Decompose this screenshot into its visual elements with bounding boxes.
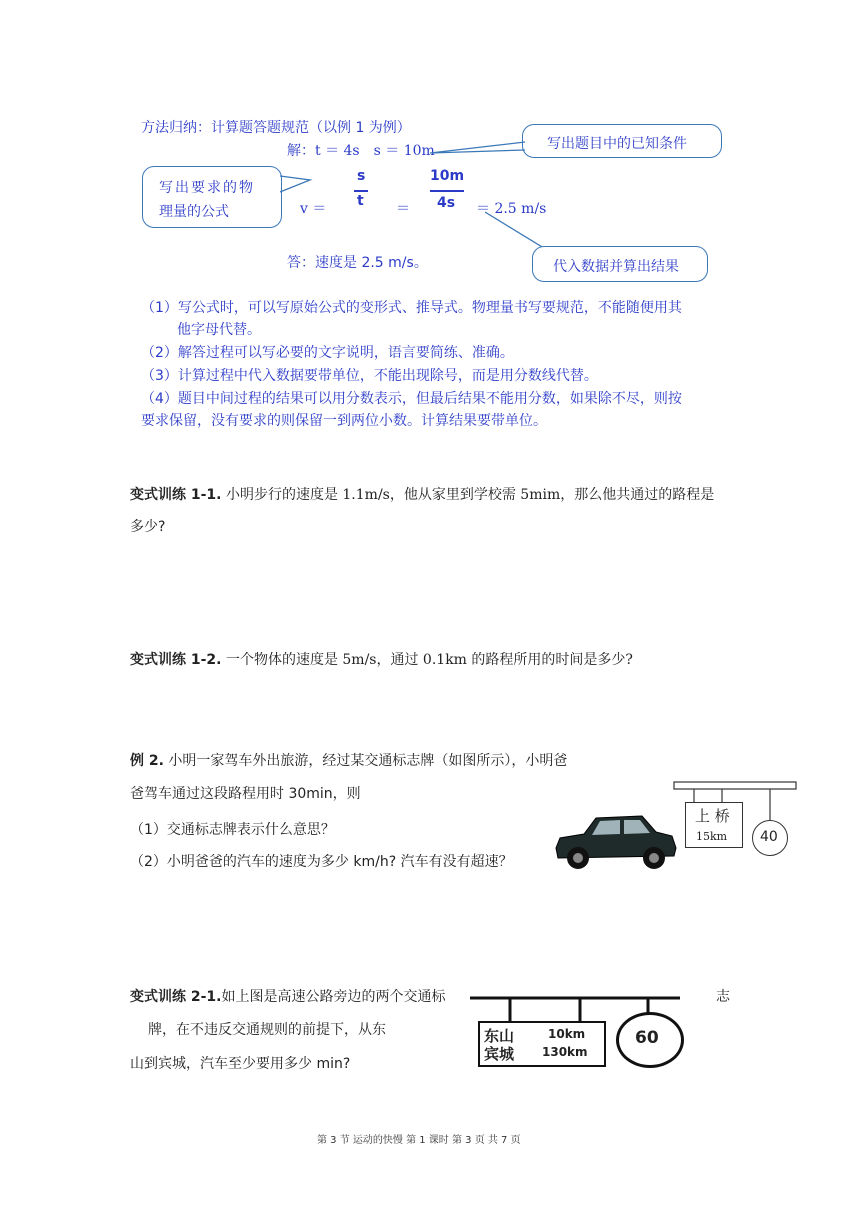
callout-substitute	[532, 246, 708, 282]
speed-limit-value-60: 60	[635, 1028, 659, 1048]
note-1-cont: 他字母代替。	[177, 322, 261, 338]
exercise-2-1-text-2: 牌，在不违反交通规则的前提下，从东	[148, 1022, 386, 1038]
exercise-1-1-label: 变式训练 1-1.	[130, 487, 222, 503]
sub-den: 4s	[437, 195, 456, 211]
exercise-1-2-label: 变式训练 1-2.	[130, 652, 222, 668]
exercise-2-1	[130, 986, 446, 1006]
formula-v: v ＝	[300, 201, 327, 217]
sign-distance: 15km	[696, 830, 728, 843]
exercise-1-1	[130, 484, 714, 504]
formula-eq: ＝	[396, 201, 410, 217]
exercise-2-1-text-3: 山到宾城，汽车至少要用多少 min?	[130, 1056, 351, 1072]
formula-result: ＝ 2.5 m/s	[476, 201, 547, 217]
callout-given-text: 写出题目中的已知条件	[547, 136, 687, 152]
exercise-1-2-text: 一个物体的速度是 5m/s，通过 0.1km 的路程所用的时间是多少?	[221, 652, 633, 668]
example-2-text: 小明一家驾车外出旅游，经过某交通标志牌（如图所示），小明爸	[163, 753, 568, 769]
callout-formula-pointer	[280, 170, 320, 200]
note-3: （3）计算过程中代入数据要带单位，不能出现除号，而是用分数线代替。	[141, 368, 598, 384]
example-2-label: 例 2.	[130, 753, 164, 769]
fraction-line-2	[430, 190, 464, 192]
exercise-1-2	[130, 649, 633, 669]
sign-place-1: 东山	[484, 1027, 515, 1045]
given-line	[287, 140, 435, 160]
example-2	[130, 750, 567, 770]
callout-formula-text-1: 写出要求的物	[159, 180, 255, 196]
example-2-text-2: 爸驾车通过这段路程用时 30min，则	[130, 786, 361, 802]
note-2: （2）解答过程可以写必要的文字说明，语言要简练、准确。	[141, 345, 514, 361]
callout-substitute-text: 代入数据并算出结果	[553, 259, 679, 275]
callout-formula	[142, 166, 282, 228]
example-2-question-1: （1）交通标志牌表示什么意思？	[130, 822, 335, 838]
page-footer: 第 3 节 运动的快慢 第 1 课时 第 3 页 共 7 页	[317, 1135, 521, 1146]
sign-place-2: 宾城	[484, 1045, 515, 1063]
traffic-sign-distance	[685, 802, 743, 848]
answer-line: 答：速度是 2.5 m/s。	[287, 255, 428, 271]
given-label: 解：	[287, 143, 315, 159]
fraction-line-1	[354, 190, 368, 192]
note-4-cont: 要求保留，没有要求的则保留一到两位小数。计算结果要带单位。	[141, 413, 547, 429]
note-4: （4）题目中间过程的结果可以用分数表示，但最后结果不能用分数，如果除不尽，则按	[141, 391, 682, 407]
exercise-2-1-label: 变式训练 2-1.	[130, 989, 222, 1005]
sign-place: 上 桥	[695, 807, 730, 825]
exercise-2-1-text-tail: 志	[716, 989, 730, 1005]
speed-limit-sign-40	[752, 820, 788, 856]
callout-given-pointer	[430, 140, 530, 160]
speed-limit-sign-60	[616, 1012, 684, 1068]
example-2-question-2: （2）小明爸爸的汽车的速度为多少 km/h? 汽车有没有超速？	[130, 854, 513, 870]
exercise-1-1-text: 小明步行的速度是 1.1m/s，他从家里到学校需 5mim，那么他共通过的路程是	[221, 487, 715, 503]
exercise-2-1-text: 如上图是高速公路旁边的两个交通标	[221, 989, 446, 1005]
sign-distance-1: 10km	[548, 1027, 586, 1041]
exercise-1-1-text-2: 多少?	[130, 519, 166, 535]
formula-s: s	[357, 168, 366, 184]
callout-given	[522, 124, 722, 158]
formula-t: t	[357, 193, 364, 209]
car-illustration	[550, 808, 680, 872]
given-vars: t ＝ 4s s ＝ 10m	[315, 143, 435, 159]
highway-distance-sign	[478, 1021, 606, 1067]
sub-num: 10m	[430, 168, 465, 184]
sign-distance-2: 130km	[542, 1045, 588, 1059]
note-1: （1）写公式时，可以写原始公式的变形式、推导式。物理量书写要规范，不能随便用其	[141, 300, 682, 316]
callout-formula-text-2: 理量的公式	[159, 204, 229, 220]
speed-limit-value: 40	[760, 829, 778, 845]
method-title: 方法归纳：计算题答题规范（以例 1 为例）	[141, 120, 411, 136]
